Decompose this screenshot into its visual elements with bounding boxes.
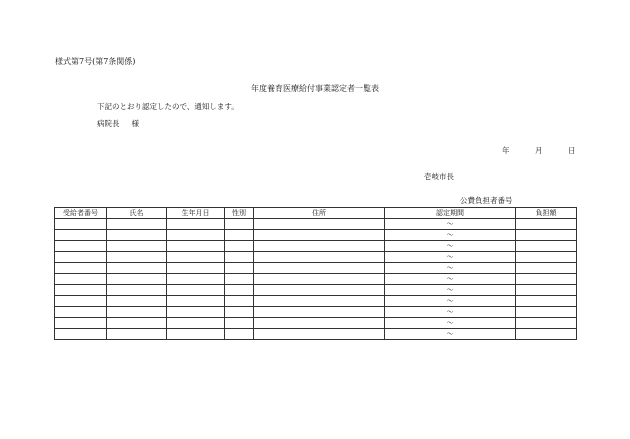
table-row xyxy=(55,230,577,241)
table-row xyxy=(55,329,577,340)
period-cell: ～ xyxy=(385,307,516,318)
header-address: 住所 xyxy=(254,208,385,219)
address-cell xyxy=(254,263,385,274)
address-cell xyxy=(254,318,385,329)
header-birthdate: 生年月日 xyxy=(167,208,225,219)
recipient-table xyxy=(54,207,577,340)
copayment-cell xyxy=(516,285,577,296)
period-cell: ～ xyxy=(385,230,516,241)
birthdate-cell xyxy=(167,252,225,263)
header-certification-period: 認定期間 xyxy=(385,208,516,219)
copayment-cell xyxy=(516,219,577,230)
birthdate-cell xyxy=(167,274,225,285)
copayment-cell xyxy=(516,241,577,252)
recipient-number-cell xyxy=(55,296,107,307)
address-cell xyxy=(254,285,385,296)
copayment-cell xyxy=(516,252,577,263)
table-row xyxy=(55,241,577,252)
address-cell xyxy=(254,230,385,241)
name-cell xyxy=(107,274,167,285)
address-cell xyxy=(254,219,385,230)
period-cell: ～ xyxy=(385,252,516,263)
recipient-number-cell xyxy=(55,285,107,296)
copayment-cell xyxy=(516,307,577,318)
header-copayment: 負担額 xyxy=(516,208,577,219)
recipient-number-cell xyxy=(55,329,107,340)
table-row xyxy=(55,252,577,263)
date-year: 年 xyxy=(502,146,510,155)
name-cell xyxy=(107,230,167,241)
table-row xyxy=(55,219,577,230)
period-cell: ～ xyxy=(385,329,516,340)
sex-cell xyxy=(225,252,254,263)
header-name: 氏名 xyxy=(107,208,167,219)
table-row xyxy=(55,296,577,307)
sex-cell xyxy=(225,329,254,340)
birthdate-cell xyxy=(167,230,225,241)
date-month: 月 xyxy=(535,146,543,155)
copayment-cell xyxy=(516,263,577,274)
header-sex: 性別 xyxy=(225,208,254,219)
name-cell xyxy=(107,296,167,307)
addressee xyxy=(97,119,139,128)
birthdate-cell xyxy=(167,241,225,252)
header-recipient-number: 受給者番号 xyxy=(55,208,107,219)
sex-cell xyxy=(225,230,254,241)
sex-cell xyxy=(225,318,254,329)
sex-cell xyxy=(225,241,254,252)
name-cell xyxy=(107,252,167,263)
copayment-cell xyxy=(516,329,577,340)
name-cell xyxy=(107,307,167,318)
table-row xyxy=(55,307,577,318)
period-cell: ～ xyxy=(385,318,516,329)
period-cell: ～ xyxy=(385,274,516,285)
name-cell xyxy=(107,241,167,252)
copayment-cell xyxy=(516,230,577,241)
recipient-number-cell xyxy=(55,230,107,241)
recipient-number-cell xyxy=(55,263,107,274)
sex-cell xyxy=(225,263,254,274)
birthdate-cell xyxy=(167,263,225,274)
recipient-number-cell xyxy=(55,252,107,263)
name-cell xyxy=(107,329,167,340)
table-row xyxy=(55,285,577,296)
recipient-number-cell xyxy=(55,274,107,285)
birthdate-cell xyxy=(167,285,225,296)
address-cell xyxy=(254,274,385,285)
date-day: 日 xyxy=(568,146,576,155)
date-line xyxy=(502,146,576,155)
name-cell xyxy=(107,285,167,296)
table-body xyxy=(55,219,577,340)
name-cell xyxy=(107,318,167,329)
recipient-number-cell xyxy=(55,318,107,329)
name-cell xyxy=(107,219,167,230)
issuer: 壱岐市長 xyxy=(424,172,454,181)
birthdate-cell xyxy=(167,307,225,318)
sex-cell xyxy=(225,296,254,307)
birthdate-cell xyxy=(167,219,225,230)
address-cell xyxy=(254,252,385,263)
sex-cell xyxy=(225,274,254,285)
address-cell xyxy=(254,296,385,307)
sex-cell xyxy=(225,307,254,318)
period-cell: ～ xyxy=(385,285,516,296)
birthdate-cell xyxy=(167,296,225,307)
address-cell xyxy=(254,307,385,318)
recipient-number-cell xyxy=(55,241,107,252)
period-cell: ～ xyxy=(385,219,516,230)
insurer-number-label: 公費負担者番号 xyxy=(460,196,513,205)
birthdate-cell xyxy=(167,329,225,340)
table-header-row xyxy=(55,208,577,219)
name-cell xyxy=(107,263,167,274)
recipient-number-cell xyxy=(55,307,107,318)
addressee-honorific: 様 xyxy=(131,119,139,128)
sex-cell xyxy=(225,219,254,230)
address-cell xyxy=(254,329,385,340)
birthdate-cell xyxy=(167,318,225,329)
period-cell: ～ xyxy=(385,263,516,274)
period-cell: ～ xyxy=(385,241,516,252)
table-row xyxy=(55,263,577,274)
sex-cell xyxy=(225,285,254,296)
copayment-cell xyxy=(516,274,577,285)
table-row xyxy=(55,318,577,329)
copayment-cell xyxy=(516,318,577,329)
document-title: 年度養育医療給付事業認定者一覧表 xyxy=(251,84,379,93)
notice-text: 下記のとおり認定したので、通知します。 xyxy=(97,102,239,111)
table-row xyxy=(55,274,577,285)
copayment-cell xyxy=(516,296,577,307)
recipient-number-cell xyxy=(55,219,107,230)
address-cell xyxy=(254,241,385,252)
addressee-label: 病院長 xyxy=(97,119,120,128)
period-cell: ～ xyxy=(385,296,516,307)
form-code: 様式第7号(第7条関係) xyxy=(55,57,136,66)
